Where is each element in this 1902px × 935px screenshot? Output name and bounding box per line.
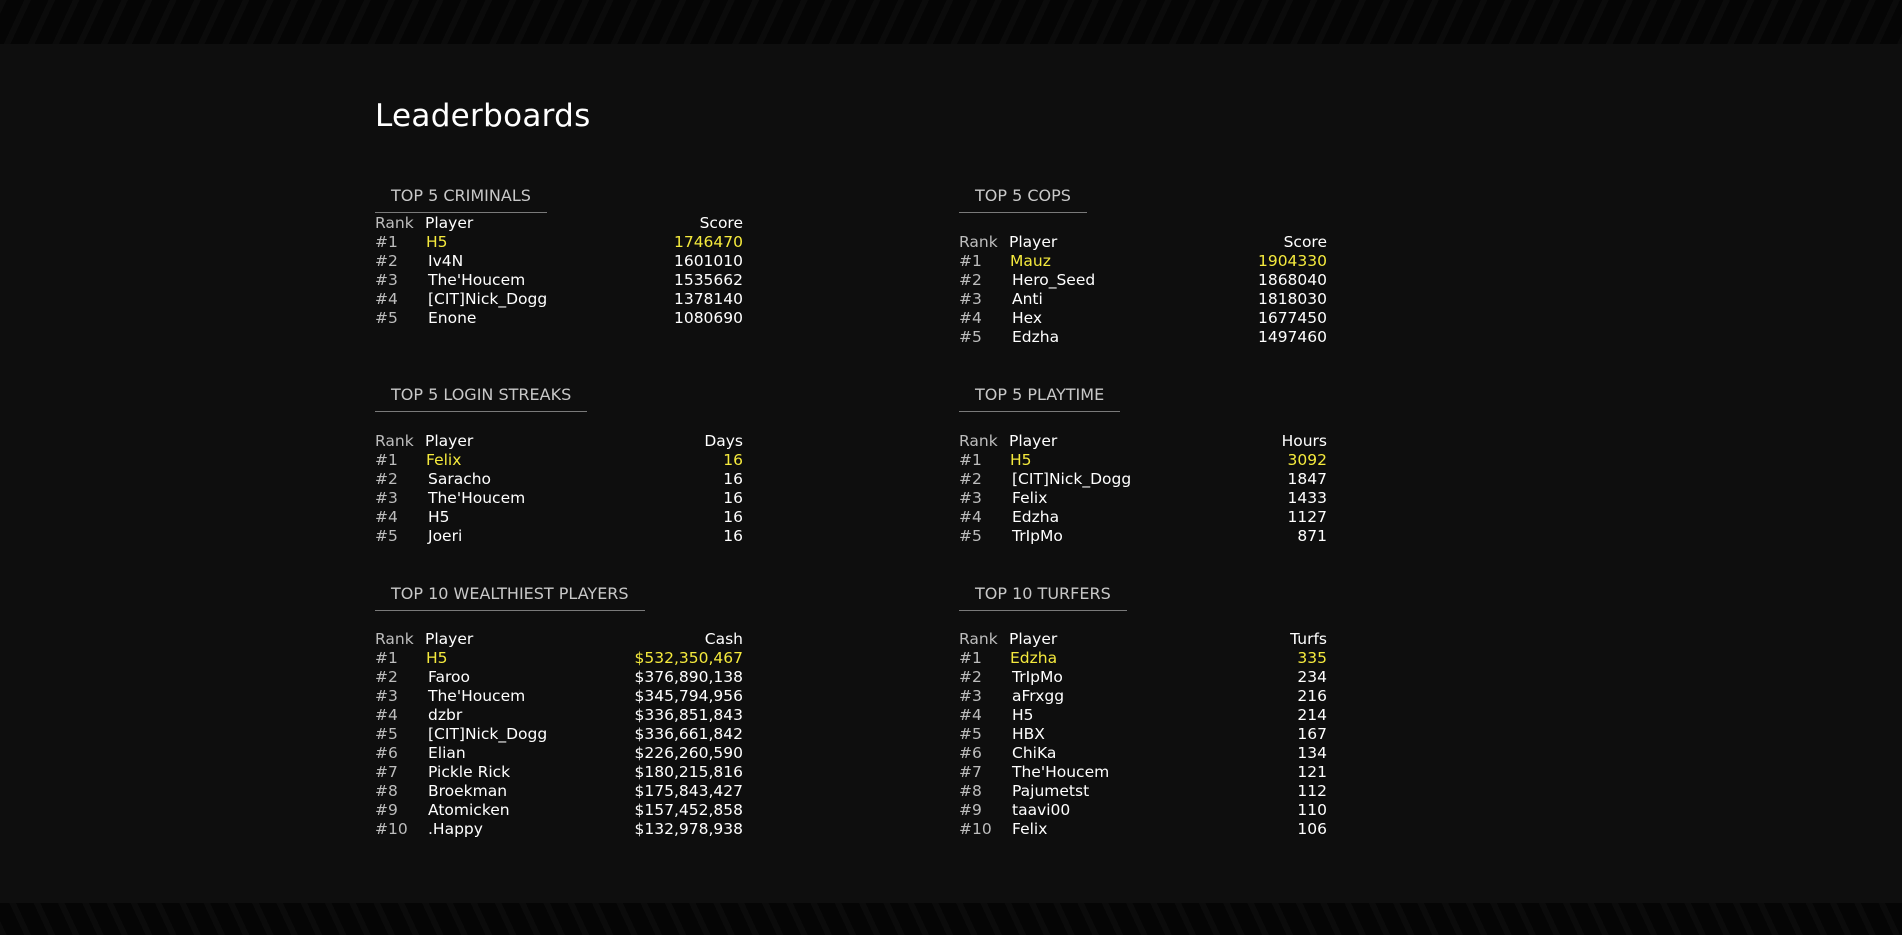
value-cell: 1497460 — [1257, 328, 1327, 346]
table-header-row — [375, 432, 743, 451]
board-heading: TOP 5 LOGIN STREAKS — [375, 384, 587, 412]
table-header-row — [375, 630, 743, 649]
player-cell: Broekman — [428, 782, 508, 800]
value-cell: $226,260,590 — [634, 744, 743, 762]
table-row — [375, 687, 743, 706]
top-decorative-banner — [0, 0, 1902, 44]
page-title: Leaderboards — [375, 98, 591, 134]
table-row — [959, 489, 1327, 508]
value-cell: 121 — [1297, 763, 1327, 781]
table-row — [959, 470, 1327, 489]
table-row — [959, 744, 1327, 763]
player-cell: Felix — [1012, 489, 1048, 507]
rank-cell: #4 — [959, 309, 982, 327]
player-cell: H5 — [1012, 706, 1034, 724]
rank-cell: #2 — [375, 668, 398, 686]
value-cell: 134 — [1297, 744, 1327, 762]
rank-cell: #9 — [959, 801, 982, 819]
rank-cell: #1 — [375, 649, 398, 667]
column-header-rank: Rank — [959, 432, 998, 450]
value-cell: 1378140 — [673, 290, 743, 308]
rank-cell: #6 — [375, 744, 398, 762]
rank-cell: #10 — [959, 820, 992, 838]
player-cell: TrIpMo — [1012, 668, 1063, 686]
rank-cell: #4 — [375, 290, 398, 308]
value-cell: 16 — [723, 527, 743, 545]
value-cell: 1677450 — [1257, 309, 1327, 327]
rank-cell: #3 — [959, 687, 982, 705]
value-cell: 16 — [723, 508, 743, 526]
table-row — [959, 508, 1327, 527]
table-header-row — [959, 630, 1327, 649]
player-cell: Saracho — [428, 470, 492, 488]
value-cell: 1433 — [1287, 489, 1327, 507]
rank-cell: #5 — [959, 725, 982, 743]
player-cell: Elian — [428, 744, 466, 762]
rank-cell: #1 — [959, 252, 982, 270]
board-top-turfers — [959, 583, 1327, 839]
value-cell: 16 — [723, 451, 743, 469]
rank-cell: #2 — [959, 271, 982, 289]
bottom-decorative-banner — [0, 903, 1902, 935]
leaderboard-table — [375, 214, 743, 328]
table-row — [959, 271, 1327, 290]
value-cell: 1904330 — [1257, 252, 1327, 270]
value-cell: 1746470 — [673, 233, 743, 251]
table-row — [959, 649, 1327, 668]
table-row — [375, 782, 743, 801]
player-cell: Joeri — [428, 527, 463, 545]
board-top-login-streaks — [375, 384, 743, 546]
table-row — [959, 706, 1327, 725]
table-row — [375, 489, 743, 508]
value-cell: 167 — [1297, 725, 1327, 743]
value-cell: 16 — [723, 470, 743, 488]
table-header-row — [959, 233, 1327, 252]
player-cell: [CIT]Nick_Dogg — [1012, 470, 1132, 488]
table-row — [959, 290, 1327, 309]
table-row — [375, 309, 743, 328]
rank-cell: #5 — [375, 309, 398, 327]
value-cell: $132,978,938 — [634, 820, 743, 838]
player-cell: taavi00 — [1012, 801, 1071, 819]
table-row — [959, 309, 1327, 328]
table-row — [375, 744, 743, 763]
rank-cell: #7 — [375, 763, 398, 781]
table-row — [959, 668, 1327, 687]
rank-cell: #4 — [375, 706, 398, 724]
column-header-turfs: Turfs — [1290, 630, 1327, 648]
value-cell: 112 — [1297, 782, 1327, 800]
table-row — [959, 782, 1327, 801]
table-row — [959, 801, 1327, 820]
table-row — [375, 290, 743, 309]
player-cell: Mauz — [1010, 252, 1051, 270]
column-header-score: Score — [699, 214, 743, 232]
table-row — [959, 725, 1327, 744]
player-cell: Atomicken — [428, 801, 510, 819]
rank-cell: #1 — [959, 451, 982, 469]
table-row — [959, 252, 1327, 271]
column-header-player: Player — [1009, 432, 1058, 450]
player-cell: H5 — [426, 649, 448, 667]
table-row — [375, 668, 743, 687]
value-cell: $376,890,138 — [634, 668, 743, 686]
value-cell: 871 — [1297, 527, 1327, 545]
column-header-player: Player — [1009, 630, 1058, 648]
board-heading: TOP 10 WEALTHIEST PLAYERS — [375, 583, 645, 611]
rank-cell: #2 — [959, 470, 982, 488]
player-cell: Anti — [1012, 290, 1043, 308]
player-cell: Felix — [1012, 820, 1048, 838]
player-cell: Edzha — [1012, 508, 1060, 526]
player-cell: Pajumetst — [1012, 782, 1090, 800]
rank-cell: #3 — [375, 489, 398, 507]
rank-cell: #1 — [959, 649, 982, 667]
player-cell: Pickle Rick — [428, 763, 511, 781]
rank-cell: #6 — [959, 744, 982, 762]
value-cell: 335 — [1297, 649, 1327, 667]
value-cell: 1535662 — [673, 271, 743, 289]
value-cell: 110 — [1297, 801, 1327, 819]
leaderboards-section — [0, 44, 1902, 903]
table-row — [959, 451, 1327, 470]
player-cell: ChiKa — [1012, 744, 1057, 762]
player-cell: The'Houcem — [1012, 763, 1110, 781]
column-header-days: Days — [704, 432, 743, 450]
player-cell: TrIpMo — [1012, 527, 1063, 545]
board-top-playtime — [959, 384, 1327, 546]
player-cell: H5 — [428, 508, 450, 526]
player-cell: aFrxgg — [1012, 687, 1065, 705]
rank-cell: #3 — [959, 489, 982, 507]
value-cell: 106 — [1297, 820, 1327, 838]
value-cell: 1601010 — [673, 252, 743, 270]
player-cell: H5 — [1010, 451, 1032, 469]
rank-cell: #4 — [375, 508, 398, 526]
table-row — [375, 451, 743, 470]
column-header-player: Player — [425, 214, 474, 232]
column-header-hours: Hours — [1281, 432, 1327, 450]
table-header-row — [959, 432, 1327, 451]
board-top-wealthiest — [375, 583, 743, 839]
value-cell: $175,843,427 — [634, 782, 743, 800]
player-cell: H5 — [426, 233, 448, 251]
value-cell: 234 — [1297, 668, 1327, 686]
column-header-player: Player — [425, 630, 474, 648]
board-top-cops — [959, 185, 1327, 347]
rank-cell: #9 — [375, 801, 398, 819]
table-row — [375, 527, 743, 546]
column-header-rank: Rank — [959, 630, 998, 648]
rank-cell: #5 — [375, 725, 398, 743]
rank-cell: #2 — [375, 252, 398, 270]
board-heading: TOP 5 PLAYTIME — [959, 384, 1120, 412]
value-cell: $336,661,842 — [634, 725, 743, 743]
rank-cell: #3 — [375, 687, 398, 705]
value-cell: 1127 — [1287, 508, 1327, 526]
value-cell: 1868040 — [1257, 271, 1327, 289]
table-row — [375, 820, 743, 839]
value-cell: 1818030 — [1257, 290, 1327, 308]
table-row — [375, 801, 743, 820]
rank-cell: #4 — [959, 706, 982, 724]
leaderboard-table — [959, 630, 1327, 839]
player-cell: [CIT]Nick_Dogg — [428, 725, 548, 743]
player-cell: Edzha — [1012, 328, 1060, 346]
column-header-player: Player — [425, 432, 474, 450]
player-cell: The'Houcem — [428, 489, 526, 507]
table-row — [375, 252, 743, 271]
column-header-rank: Rank — [375, 630, 414, 648]
leaderboard-table — [959, 432, 1327, 546]
table-row — [959, 527, 1327, 546]
table-row — [375, 725, 743, 744]
board-heading: TOP 10 TURFERS — [959, 583, 1127, 611]
value-cell: $180,215,816 — [634, 763, 743, 781]
board-heading: TOP 5 CRIMINALS — [375, 185, 547, 213]
column-header-cash: Cash — [704, 630, 743, 648]
table-row — [375, 763, 743, 782]
table-row — [375, 508, 743, 527]
player-cell: Faroo — [428, 668, 470, 686]
table-row — [375, 271, 743, 290]
table-row — [375, 233, 743, 252]
player-cell: Hero_Seed — [1012, 271, 1096, 289]
value-cell: 16 — [723, 489, 743, 507]
leaderboard-table — [959, 233, 1327, 347]
value-cell: $532,350,467 — [634, 649, 743, 667]
player-cell: Iv4N — [428, 252, 464, 270]
rank-cell: #3 — [959, 290, 982, 308]
column-header-score: Score — [1283, 233, 1327, 251]
rank-cell: #8 — [375, 782, 398, 800]
rank-cell: #5 — [959, 328, 982, 346]
column-header-rank: Rank — [375, 432, 414, 450]
rank-cell: #1 — [375, 233, 398, 251]
rank-cell: #10 — [375, 820, 408, 838]
table-row — [375, 649, 743, 668]
table-row — [959, 687, 1327, 706]
player-cell: [CIT]Nick_Dogg — [428, 290, 548, 308]
value-cell: 3092 — [1287, 451, 1327, 469]
table-row — [959, 328, 1327, 347]
rank-cell: #8 — [959, 782, 982, 800]
rank-cell: #5 — [959, 527, 982, 545]
rank-cell: #1 — [375, 451, 398, 469]
player-cell: The'Houcem — [428, 271, 526, 289]
player-cell: HBX — [1012, 725, 1045, 743]
rank-cell: #7 — [959, 763, 982, 781]
rank-cell: #3 — [375, 271, 398, 289]
rank-cell: #5 — [375, 527, 398, 545]
rank-cell: #4 — [959, 508, 982, 526]
player-cell: Hex — [1012, 309, 1043, 327]
leaderboard-table — [375, 630, 743, 839]
column-header-rank: Rank — [959, 233, 998, 251]
player-cell: Edzha — [1010, 649, 1058, 667]
column-header-player: Player — [1009, 233, 1058, 251]
rank-cell: #2 — [375, 470, 398, 488]
table-row — [959, 820, 1327, 839]
player-cell: The'Houcem — [428, 687, 526, 705]
value-cell: 216 — [1297, 687, 1327, 705]
board-top-criminals — [375, 185, 743, 328]
player-cell: dzbr — [428, 706, 463, 724]
table-row — [375, 706, 743, 725]
table-row — [375, 470, 743, 489]
table-header-row — [375, 214, 743, 233]
value-cell: $157,452,858 — [634, 801, 743, 819]
value-cell: 1080690 — [673, 309, 743, 327]
value-cell: 214 — [1297, 706, 1327, 724]
table-row — [959, 763, 1327, 782]
rank-cell: #2 — [959, 668, 982, 686]
value-cell: $336,851,843 — [634, 706, 743, 724]
leaderboard-table — [375, 432, 743, 546]
value-cell: 1847 — [1287, 470, 1327, 488]
player-cell: Enone — [428, 309, 477, 327]
column-header-rank: Rank — [375, 214, 414, 232]
player-cell: Felix — [426, 451, 462, 469]
player-cell: .Happy — [428, 820, 483, 838]
board-heading: TOP 5 COPS — [959, 185, 1087, 213]
value-cell: $345,794,956 — [634, 687, 743, 705]
